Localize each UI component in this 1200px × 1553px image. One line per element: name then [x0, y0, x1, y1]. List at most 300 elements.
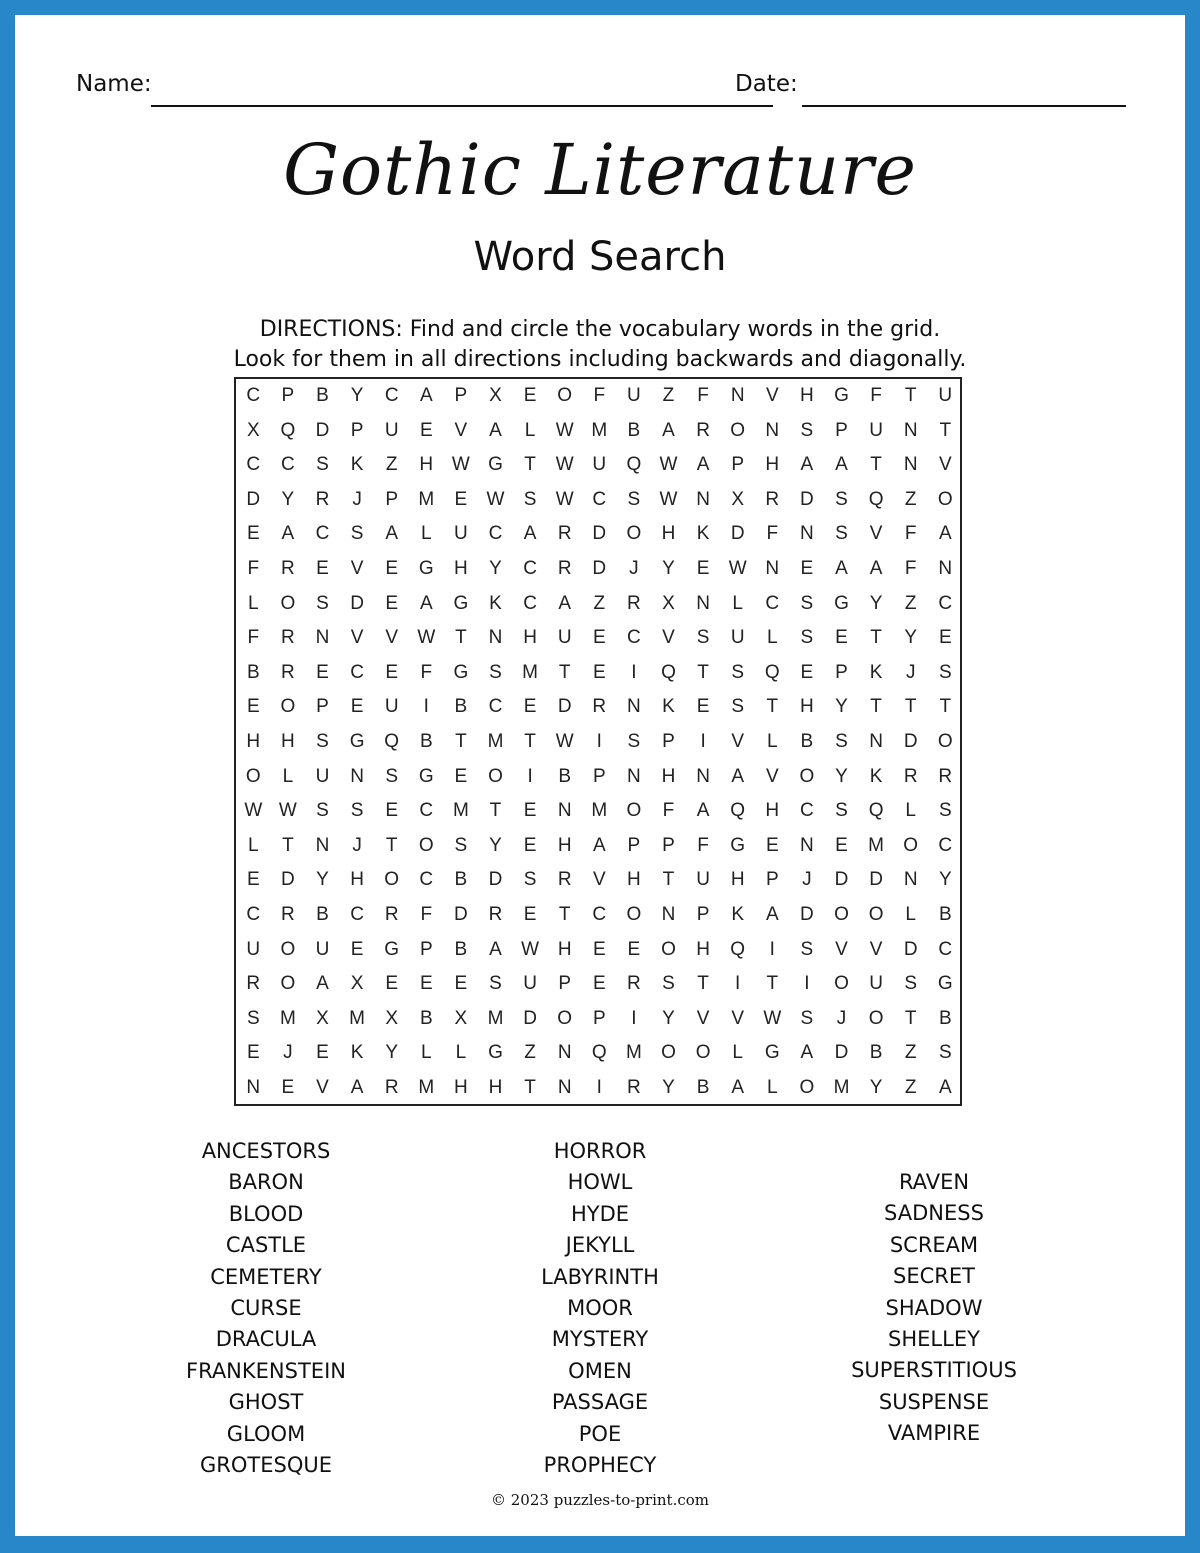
grid-letter[interactable]: C: [384, 385, 399, 406]
grid-letter[interactable]: H: [488, 1077, 503, 1098]
grid-letter[interactable]: S: [696, 627, 710, 649]
grid-letter[interactable]: D: [592, 523, 607, 545]
grid-letter[interactable]: Z: [524, 1042, 536, 1064]
grid-letter[interactable]: T: [662, 869, 675, 891]
grid-letter[interactable]: C: [765, 592, 780, 614]
grid-letter[interactable]: D: [281, 869, 295, 891]
grid-letter[interactable]: P: [731, 454, 745, 476]
grid-letter[interactable]: U: [869, 973, 883, 995]
grid-letter[interactable]: S: [489, 661, 502, 683]
grid-letter[interactable]: F: [247, 558, 260, 579]
grid-letter[interactable]: L: [767, 731, 778, 752]
grid-letter[interactable]: E: [385, 800, 399, 822]
grid-letter[interactable]: S: [523, 869, 537, 891]
grid-letter[interactable]: I: [631, 661, 637, 683]
grid-letter[interactable]: V: [765, 765, 779, 787]
grid-letter[interactable]: Q: [384, 731, 400, 752]
grid-letter[interactable]: P: [350, 419, 364, 441]
grid-letter[interactable]: S: [385, 765, 399, 787]
grid-letter[interactable]: W: [728, 558, 747, 579]
grid-letter[interactable]: D: [592, 558, 607, 579]
grid-letter[interactable]: E: [765, 834, 779, 856]
grid-letter[interactable]: T: [455, 627, 467, 649]
grid-letter[interactable]: E: [454, 973, 468, 995]
grid-letter[interactable]: S: [523, 488, 537, 510]
grid-letter[interactable]: O: [834, 904, 849, 925]
grid-letter[interactable]: O: [557, 1007, 573, 1029]
grid-letter[interactable]: E: [316, 1042, 329, 1064]
grid-letter[interactable]: S: [246, 1007, 260, 1029]
grid-letter[interactable]: G: [384, 938, 400, 960]
grid-letter[interactable]: G: [834, 385, 849, 406]
grid-letter[interactable]: V: [731, 731, 745, 752]
grid-letter[interactable]: A: [662, 419, 675, 441]
grid-letter[interactable]: R: [281, 661, 295, 683]
grid-letter[interactable]: W: [244, 800, 263, 822]
grid-letter[interactable]: L: [248, 592, 259, 614]
grid-letter[interactable]: C: [281, 454, 295, 476]
grid-letter[interactable]: S: [938, 1042, 952, 1064]
grid-letter[interactable]: O: [626, 904, 642, 925]
grid-letter[interactable]: X: [731, 488, 745, 510]
grid-letter[interactable]: M: [868, 834, 884, 856]
grid-letter[interactable]: P: [627, 834, 641, 856]
grid-letter[interactable]: X: [385, 1007, 399, 1029]
grid-letter[interactable]: I: [804, 973, 810, 995]
grid-letter[interactable]: S: [316, 731, 329, 752]
grid-letter[interactable]: O: [488, 765, 503, 787]
grid-letter[interactable]: I: [527, 765, 533, 787]
grid-letter[interactable]: J: [629, 558, 639, 579]
grid-letter[interactable]: E: [835, 834, 848, 856]
grid-letter[interactable]: T: [455, 731, 467, 752]
grid-letter[interactable]: M: [487, 731, 504, 752]
grid-letter[interactable]: W: [555, 454, 574, 476]
grid-letter[interactable]: R: [765, 488, 780, 510]
grid-letter[interactable]: N: [903, 454, 918, 476]
grid-letter[interactable]: S: [835, 800, 848, 822]
grid-letter[interactable]: R: [903, 765, 918, 787]
grid-letter[interactable]: B: [316, 904, 329, 925]
grid-letter[interactable]: C: [938, 592, 953, 614]
grid-letter[interactable]: B: [454, 938, 468, 960]
grid-letter[interactable]: N: [696, 765, 710, 787]
grid-letter[interactable]: A: [419, 592, 433, 614]
grid-letter[interactable]: Q: [591, 1042, 607, 1064]
grid-letter[interactable]: A: [800, 454, 814, 476]
grid-letter[interactable]: G: [488, 454, 503, 476]
grid-letter[interactable]: E: [281, 1077, 295, 1098]
grid-letter[interactable]: A: [558, 592, 572, 614]
grid-letter[interactable]: N: [246, 1077, 261, 1098]
grid-letter[interactable]: T: [524, 454, 536, 476]
grid-letter[interactable]: K: [696, 523, 710, 545]
grid-letter[interactable]: H: [557, 938, 572, 960]
grid-letter[interactable]: U: [592, 454, 607, 476]
grid-letter[interactable]: D: [246, 488, 261, 510]
grid-letter[interactable]: Q: [730, 800, 746, 822]
grid-letter[interactable]: T: [489, 800, 502, 822]
grid-letter[interactable]: L: [421, 523, 432, 545]
grid-letter[interactable]: T: [385, 834, 398, 856]
grid-letter[interactable]: I: [735, 973, 741, 995]
grid-letter[interactable]: E: [835, 627, 848, 649]
grid-letter[interactable]: G: [834, 592, 849, 614]
grid-letter[interactable]: I: [423, 696, 429, 718]
grid-letter[interactable]: Z: [904, 1077, 917, 1098]
grid-letter[interactable]: O: [280, 592, 296, 614]
grid-letter[interactable]: L: [248, 834, 259, 856]
grid-letter[interactable]: S: [835, 731, 848, 752]
grid-letter[interactable]: B: [869, 1042, 883, 1064]
grid-letter[interactable]: C: [246, 904, 261, 925]
grid-letter[interactable]: N: [557, 1042, 572, 1064]
grid-letter[interactable]: H: [765, 800, 780, 822]
grid-letter[interactable]: C: [419, 800, 434, 822]
grid-letter[interactable]: V: [350, 558, 364, 579]
grid-letter[interactable]: E: [523, 904, 537, 925]
grid-letter[interactable]: N: [800, 834, 814, 856]
grid-letter[interactable]: A: [765, 904, 779, 925]
grid-letter[interactable]: Y: [835, 765, 848, 787]
grid-letter[interactable]: E: [419, 973, 433, 995]
grid-letter[interactable]: R: [557, 558, 572, 579]
grid-letter[interactable]: M: [349, 1007, 365, 1029]
grid-letter[interactable]: G: [730, 834, 746, 856]
grid-letter[interactable]: T: [904, 385, 917, 406]
grid-letter[interactable]: S: [316, 454, 329, 476]
grid-letter[interactable]: B: [627, 419, 641, 441]
grid-letter[interactable]: O: [695, 1042, 711, 1064]
grid-letter[interactable]: U: [730, 627, 745, 649]
grid-letter[interactable]: N: [557, 1077, 572, 1098]
grid-letter[interactable]: M: [279, 1007, 296, 1029]
grid-letter[interactable]: F: [593, 385, 606, 406]
grid-letter[interactable]: E: [246, 523, 260, 545]
grid-letter[interactable]: N: [869, 731, 883, 752]
grid-letter[interactable]: N: [903, 869, 918, 891]
grid-letter[interactable]: L: [767, 1077, 778, 1098]
grid-letter[interactable]: D: [730, 523, 745, 545]
grid-letter[interactable]: K: [662, 696, 675, 718]
grid-letter[interactable]: T: [558, 904, 571, 925]
grid-letter[interactable]: C: [488, 523, 503, 545]
grid-letter[interactable]: W: [659, 488, 678, 510]
grid-letter[interactable]: E: [350, 938, 364, 960]
grid-letter[interactable]: S: [627, 488, 641, 510]
grid-letter[interactable]: R: [281, 904, 295, 925]
grid-letter[interactable]: D: [834, 1042, 849, 1064]
grid-letter[interactable]: O: [799, 1077, 815, 1098]
grid-letter[interactable]: D: [903, 731, 918, 752]
grid-letter[interactable]: B: [419, 1007, 433, 1029]
grid-letter[interactable]: K: [869, 765, 883, 787]
grid-letter[interactable]: F: [420, 904, 433, 925]
grid-letter[interactable]: C: [800, 800, 814, 822]
grid-letter[interactable]: A: [316, 973, 329, 995]
grid-letter[interactable]: P: [592, 765, 606, 787]
grid-letter[interactable]: Z: [593, 592, 606, 614]
grid-letter[interactable]: W: [555, 731, 574, 752]
grid-letter[interactable]: P: [765, 869, 779, 891]
grid-letter[interactable]: E: [385, 973, 399, 995]
grid-letter[interactable]: Y: [835, 696, 848, 718]
grid-letter[interactable]: E: [938, 627, 952, 649]
grid-letter[interactable]: R: [627, 1077, 641, 1098]
grid-letter[interactable]: L: [905, 800, 916, 822]
grid-letter[interactable]: N: [557, 800, 572, 822]
grid-letter[interactable]: O: [245, 765, 261, 787]
grid-letter[interactable]: T: [558, 661, 571, 683]
grid-letter[interactable]: D: [488, 869, 503, 891]
grid-letter[interactable]: T: [870, 627, 882, 649]
grid-letter[interactable]: E: [800, 661, 814, 683]
grid-letter[interactable]: E: [696, 696, 710, 718]
grid-letter[interactable]: N: [765, 419, 780, 441]
grid-letter[interactable]: V: [765, 385, 779, 406]
grid-letter[interactable]: H: [661, 765, 676, 787]
grid-letter[interactable]: E: [592, 627, 606, 649]
grid-letter[interactable]: W: [417, 627, 436, 649]
grid-letter[interactable]: P: [662, 834, 675, 856]
grid-letter[interactable]: P: [281, 385, 295, 406]
grid-letter[interactable]: S: [800, 1007, 814, 1029]
grid-letter[interactable]: Y: [385, 1042, 399, 1064]
grid-letter[interactable]: H: [523, 627, 537, 649]
grid-letter[interactable]: C: [523, 592, 537, 614]
grid-letter[interactable]: K: [350, 1042, 364, 1064]
grid-letter[interactable]: S: [835, 523, 848, 545]
grid-letter[interactable]: S: [731, 696, 745, 718]
grid-letter[interactable]: E: [385, 661, 399, 683]
grid-letter[interactable]: N: [350, 765, 364, 787]
grid-letter[interactable]: D: [557, 696, 572, 718]
grid-letter[interactable]: C: [938, 834, 953, 856]
grid-letter[interactable]: V: [316, 1077, 329, 1098]
grid-letter[interactable]: H: [800, 385, 814, 406]
grid-letter[interactable]: N: [661, 904, 676, 925]
grid-letter[interactable]: B: [800, 731, 814, 752]
grid-letter[interactable]: B: [419, 731, 433, 752]
grid-letter[interactable]: H: [627, 869, 641, 891]
grid-letter[interactable]: N: [696, 488, 710, 510]
grid-letter[interactable]: Z: [904, 488, 917, 510]
grid-letter[interactable]: Y: [281, 488, 295, 510]
grid-letter[interactable]: H: [696, 938, 710, 960]
grid-letter[interactable]: T: [524, 731, 536, 752]
grid-letter[interactable]: V: [938, 454, 952, 476]
grid-letter[interactable]: S: [800, 627, 814, 649]
grid-letter[interactable]: A: [800, 1042, 814, 1064]
grid-letter[interactable]: Q: [868, 800, 884, 822]
grid-letter[interactable]: U: [315, 938, 330, 960]
grid-letter[interactable]: C: [627, 627, 641, 649]
grid-letter[interactable]: W: [555, 419, 574, 441]
grid-letter[interactable]: W: [659, 454, 678, 476]
grid-letter[interactable]: P: [385, 488, 399, 510]
grid-letter[interactable]: A: [419, 385, 433, 406]
grid-letter[interactable]: M: [418, 1077, 435, 1098]
grid-letter[interactable]: U: [454, 523, 468, 545]
grid-letter[interactable]: Y: [489, 558, 502, 579]
grid-letter[interactable]: F: [697, 385, 709, 406]
grid-letter[interactable]: P: [454, 385, 468, 406]
grid-letter[interactable]: D: [903, 938, 918, 960]
grid-letter[interactable]: C: [315, 523, 330, 545]
grid-letter[interactable]: D: [315, 419, 330, 441]
grid-letter[interactable]: P: [835, 661, 848, 683]
grid-letter[interactable]: O: [280, 973, 296, 995]
grid-letter[interactable]: P: [662, 731, 675, 752]
grid-letter[interactable]: B: [938, 904, 952, 925]
grid-letter[interactable]: O: [384, 869, 400, 891]
grid-letter[interactable]: Q: [764, 661, 780, 683]
grid-letter[interactable]: C: [350, 661, 364, 683]
grid-letter[interactable]: S: [627, 731, 641, 752]
grid-letter[interactable]: R: [488, 904, 503, 925]
grid-letter[interactable]: R: [592, 696, 607, 718]
grid-letter[interactable]: N: [315, 627, 330, 649]
grid-letter[interactable]: I: [596, 1077, 602, 1098]
grid-letter[interactable]: E: [592, 938, 606, 960]
grid-letter[interactable]: W: [486, 488, 505, 510]
grid-letter[interactable]: Y: [662, 1007, 675, 1029]
grid-letter[interactable]: E: [592, 973, 606, 995]
grid-letter[interactable]: O: [834, 973, 849, 995]
grid-letter[interactable]: R: [315, 488, 330, 510]
grid-letter[interactable]: L: [732, 1042, 743, 1064]
grid-letter[interactable]: E: [800, 558, 814, 579]
grid-letter[interactable]: T: [697, 661, 709, 683]
grid-letter[interactable]: M: [625, 1042, 642, 1064]
grid-letter[interactable]: E: [627, 938, 641, 960]
grid-letter[interactable]: O: [730, 419, 746, 441]
grid-letter[interactable]: E: [246, 869, 260, 891]
grid-letter[interactable]: T: [904, 1007, 917, 1029]
grid-letter[interactable]: P: [696, 904, 710, 925]
grid-letter[interactable]: F: [766, 523, 779, 545]
grid-letter[interactable]: W: [763, 1007, 782, 1029]
grid-letter[interactable]: V: [350, 627, 364, 649]
grid-letter[interactable]: G: [453, 592, 469, 614]
grid-letter[interactable]: U: [696, 869, 710, 891]
grid-letter[interactable]: B: [558, 765, 572, 787]
grid-letter[interactable]: V: [835, 938, 848, 960]
grid-letter[interactable]: F: [870, 385, 882, 406]
grid-letter[interactable]: P: [592, 1007, 606, 1029]
grid-letter[interactable]: H: [350, 869, 364, 891]
grid-letter[interactable]: O: [937, 488, 953, 510]
grid-letter[interactable]: A: [489, 419, 502, 441]
grid-letter[interactable]: L: [421, 1042, 432, 1064]
grid-letter[interactable]: B: [696, 1077, 710, 1098]
grid-letter[interactable]: A: [281, 523, 295, 545]
grid-letter[interactable]: S: [662, 973, 675, 995]
grid-letter[interactable]: K: [869, 661, 883, 683]
grid-letter[interactable]: B: [246, 661, 260, 683]
grid-letter[interactable]: G: [937, 973, 953, 995]
grid-letter[interactable]: N: [800, 523, 814, 545]
grid-letter[interactable]: P: [419, 938, 433, 960]
grid-letter[interactable]: N: [696, 592, 710, 614]
grid-letter[interactable]: V: [592, 869, 606, 891]
grid-letter[interactable]: G: [349, 731, 365, 752]
grid-letter[interactable]: I: [596, 731, 602, 752]
grid-letter[interactable]: T: [939, 419, 952, 441]
grid-letter[interactable]: O: [937, 731, 953, 752]
grid-letter[interactable]: A: [731, 1077, 745, 1098]
grid-letter[interactable]: E: [523, 385, 537, 406]
grid-letter[interactable]: U: [627, 385, 641, 406]
grid-letter[interactable]: T: [904, 696, 917, 718]
grid-letter[interactable]: E: [316, 661, 329, 683]
grid-letter[interactable]: O: [661, 938, 676, 960]
grid-letter[interactable]: U: [523, 973, 537, 995]
grid-letter[interactable]: O: [626, 523, 642, 545]
grid-letter[interactable]: B: [454, 869, 468, 891]
grid-letter[interactable]: A: [938, 1077, 952, 1098]
grid-letter[interactable]: C: [488, 696, 503, 718]
grid-letter[interactable]: U: [869, 419, 883, 441]
grid-letter[interactable]: N: [765, 558, 780, 579]
grid-letter[interactable]: H: [419, 454, 434, 476]
grid-letter[interactable]: Y: [662, 558, 675, 579]
grid-letter[interactable]: H: [765, 454, 780, 476]
grid-letter[interactable]: S: [350, 523, 364, 545]
grid-letter[interactable]: R: [627, 973, 641, 995]
grid-letter[interactable]: H: [454, 1077, 468, 1098]
grid-letter[interactable]: D: [454, 904, 468, 925]
grid-letter[interactable]: J: [352, 834, 362, 856]
grid-letter[interactable]: T: [766, 696, 779, 718]
grid-letter[interactable]: F: [904, 523, 917, 545]
grid-letter[interactable]: E: [523, 696, 537, 718]
grid-letter[interactable]: E: [246, 1042, 260, 1064]
grid-letter[interactable]: J: [802, 869, 812, 891]
grid-letter[interactable]: A: [350, 1077, 364, 1098]
grid-letter[interactable]: A: [489, 938, 502, 960]
grid-letter[interactable]: H: [661, 523, 676, 545]
grid-letter[interactable]: H: [730, 869, 745, 891]
grid-letter[interactable]: Y: [869, 1077, 883, 1098]
grid-letter[interactable]: M: [452, 800, 469, 822]
grid-letter[interactable]: Y: [662, 1077, 675, 1098]
grid-letter[interactable]: V: [385, 627, 399, 649]
grid-letter[interactable]: J: [836, 1007, 847, 1029]
grid-letter[interactable]: A: [592, 834, 606, 856]
grid-letter[interactable]: O: [280, 696, 296, 718]
grid-letter[interactable]: X: [454, 1007, 468, 1029]
grid-letter[interactable]: S: [454, 834, 468, 856]
grid-letter[interactable]: M: [833, 1077, 850, 1098]
grid-letter[interactable]: C: [938, 938, 953, 960]
grid-letter[interactable]: N: [903, 419, 918, 441]
grid-letter[interactable]: S: [316, 800, 329, 822]
grid-letter[interactable]: Z: [904, 592, 917, 614]
grid-letter[interactable]: D: [523, 1007, 537, 1029]
grid-letter[interactable]: R: [696, 419, 710, 441]
grid-letter[interactable]: O: [626, 800, 642, 822]
grid-letter[interactable]: D: [350, 592, 364, 614]
grid-letter[interactable]: Y: [316, 869, 329, 891]
grid-letter[interactable]: H: [557, 834, 572, 856]
grid-letter[interactable]: U: [557, 627, 572, 649]
grid-letter[interactable]: S: [938, 800, 952, 822]
grid-letter[interactable]: S: [835, 488, 848, 510]
grid-letter[interactable]: V: [662, 627, 675, 649]
grid-letter[interactable]: O: [799, 765, 815, 787]
grid-letter[interactable]: L: [767, 627, 778, 649]
